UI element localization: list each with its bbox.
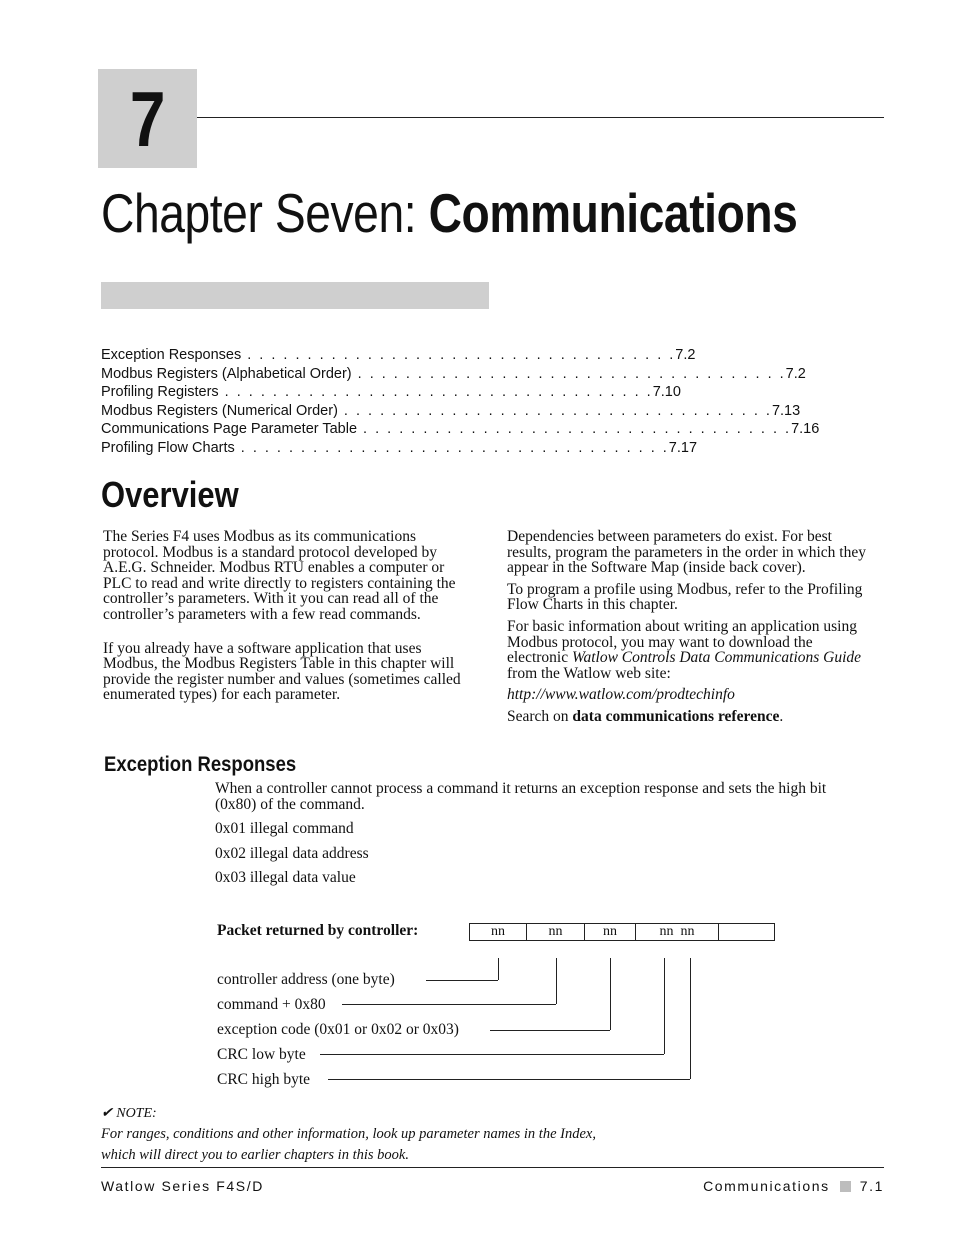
toc-label: Exception Responses: [101, 347, 242, 363]
search-instruction: Search on data communications reference.: [507, 707, 784, 725]
toc-entry[interactable]: Profiling Flow Charts . . . . . . . . . . . . . . . . . . . . . . . . . . . . . . . . . . . . 7.17: [101, 439, 698, 456]
exception-responses-heading: Exception Responses: [104, 752, 297, 776]
footer-section: Communications: [703, 1178, 830, 1194]
toc-entry[interactable]: Profiling Registers . . . . . . . . . . . . . . . . . . . . . . . . . . . . . . . . . . . . 7.10: [101, 384, 681, 401]
toc-entry[interactable]: Modbus Registers (Alphabetical Order) . . . . . . . . . . . . . . . . . . . . . . . . . . . . . . . . . . . . 7.2: [101, 365, 806, 382]
toc-label: Modbus Registers (Alphabetical Order): [101, 365, 352, 382]
toc-label: Profiling Registers: [101, 384, 219, 401]
packet-cell: nn: [585, 924, 636, 940]
table-of-contents: [101, 346, 820, 458]
note-label: ✔ NOTE:: [101, 1106, 157, 1121]
toc-label: Modbus Registers (Numerical Order): [101, 402, 338, 419]
packet-cell: [719, 924, 774, 940]
packet-diagram: [469, 923, 775, 941]
toc-header-bar: [101, 282, 489, 309]
overview-paragraph: To program a profile using Modbus, refer to the Profiling Flow Charts in this chapter.: [507, 580, 863, 614]
chapter-number: 7: [129, 74, 166, 163]
toc-page: 7.2: [675, 347, 696, 363]
leader-line: [328, 1079, 690, 1080]
overview-paragraph: Dependencies between parameters do exist. For best results, program the parameters in the order in which they appear in the Software Map (inside back cover).: [507, 528, 866, 577]
toc-label: Profiling Flow Charts: [101, 439, 235, 456]
footer-square-icon: [840, 1181, 851, 1192]
leader-line: [320, 1054, 664, 1055]
leader-line: [556, 958, 557, 1004]
packet-label: Packet returned by controller:: [217, 922, 419, 939]
chapter-number-box: [98, 69, 197, 168]
leader-line: [426, 980, 498, 981]
footer-rule: [101, 1167, 884, 1168]
packet-cell: nn nn: [636, 924, 719, 940]
overview-heading: Overview: [101, 474, 239, 515]
packet-cell: nn: [470, 924, 527, 940]
toc-page: 7.16: [791, 421, 820, 438]
toc-entry[interactable]: Communications Page Parameter Table . . . . . . . . . . . . . . . . . . . . . . . . . . . . . . . . . . . . 7.16: [101, 421, 820, 438]
packet-cell: nn: [527, 924, 585, 940]
search-term: data communications reference: [572, 707, 780, 725]
exception-code: 0x02 illegal data address: [215, 844, 369, 862]
footer-product: Watlow Series F4S/D: [101, 1178, 264, 1194]
legend-label: command + 0x80: [217, 996, 326, 1013]
leader-line: [342, 1004, 556, 1005]
toc-page: 7.2: [785, 365, 806, 382]
overview-right-column: [507, 529, 877, 731]
toc-page: 7.13: [771, 402, 801, 419]
exception-code: 0x01 illegal command: [215, 820, 354, 838]
footer-right: [703, 1178, 884, 1194]
toc-page: 7.10: [652, 384, 681, 401]
leader-line: [498, 958, 499, 980]
chapter-title: [101, 180, 797, 246]
legend-label: CRC high byte: [217, 1071, 311, 1088]
leader-line: [664, 958, 665, 1054]
leader-line: [690, 958, 691, 1079]
watlow-url[interactable]: http://www.watlow.com/prodtechinfo: [507, 686, 735, 704]
leader-line: [610, 958, 611, 1030]
overview-paragraph: For basic information about writing an application using Modbus protocol, you may want to download the electronic Watlow Controls Data Communications Guide from the Watlow web site:: [507, 617, 862, 682]
toc-page: 7.17: [668, 439, 698, 456]
legend-label: exception code (0x01 or 0x02 or 0x03): [217, 1021, 459, 1038]
note-text: For ranges, conditions and other information, look up parameter names in the Index, which will direct you to earlier chapters in this book.: [101, 1126, 596, 1163]
overview-paragraph: The Series F4 uses Modbus as its communications protocol. Modbus is a standard protocol developed by A.E.G. Schneider. Modbus RTU enables a computer or PLC to read and write directly to registers containing the controller’s parameters. With it you can read all of the controller’s parameters with a few read commands.: [103, 528, 456, 623]
exception-code: 0x03 illegal data value: [215, 869, 356, 887]
toc-entry[interactable]: Exception Responses . . . . . . . . . . . . . . . . . . . . . . . . . . . . . . . . . . . . 7.2: [101, 347, 696, 363]
toc-entry[interactable]: Modbus Registers (Numerical Order) . . . . . . . . . . . . . . . . . . . . . . . . . . . . . . . . . . . . 7.13: [101, 402, 801, 419]
chapter-rule: [197, 117, 884, 118]
overview-left-column: [103, 529, 475, 721]
footer-page-number: 7.1: [859, 1178, 884, 1194]
legend-label: controller address (one byte): [217, 971, 395, 988]
legend-label: CRC low byte: [217, 1046, 306, 1063]
chapter-title-bold: Communications: [428, 182, 798, 244]
toc-label: Communications Page Parameter Table: [101, 421, 358, 438]
exception-responses-text: [215, 781, 865, 895]
chapter-title-light: Chapter Seven:: [101, 182, 429, 244]
exception-intro: When a controller cannot process a command it returns an exception response and sets the high bit (0x80) of the command.: [215, 780, 827, 813]
guide-title: Watlow Controls Data Communications Guide: [571, 649, 862, 667]
leader-line: [490, 1030, 610, 1031]
overview-paragraph: If you already have a software application that uses Modbus, the Modbus Registers Table in this chapter will provide the register number and values (sometimes called enumerated types) for each parameter.: [103, 639, 461, 704]
